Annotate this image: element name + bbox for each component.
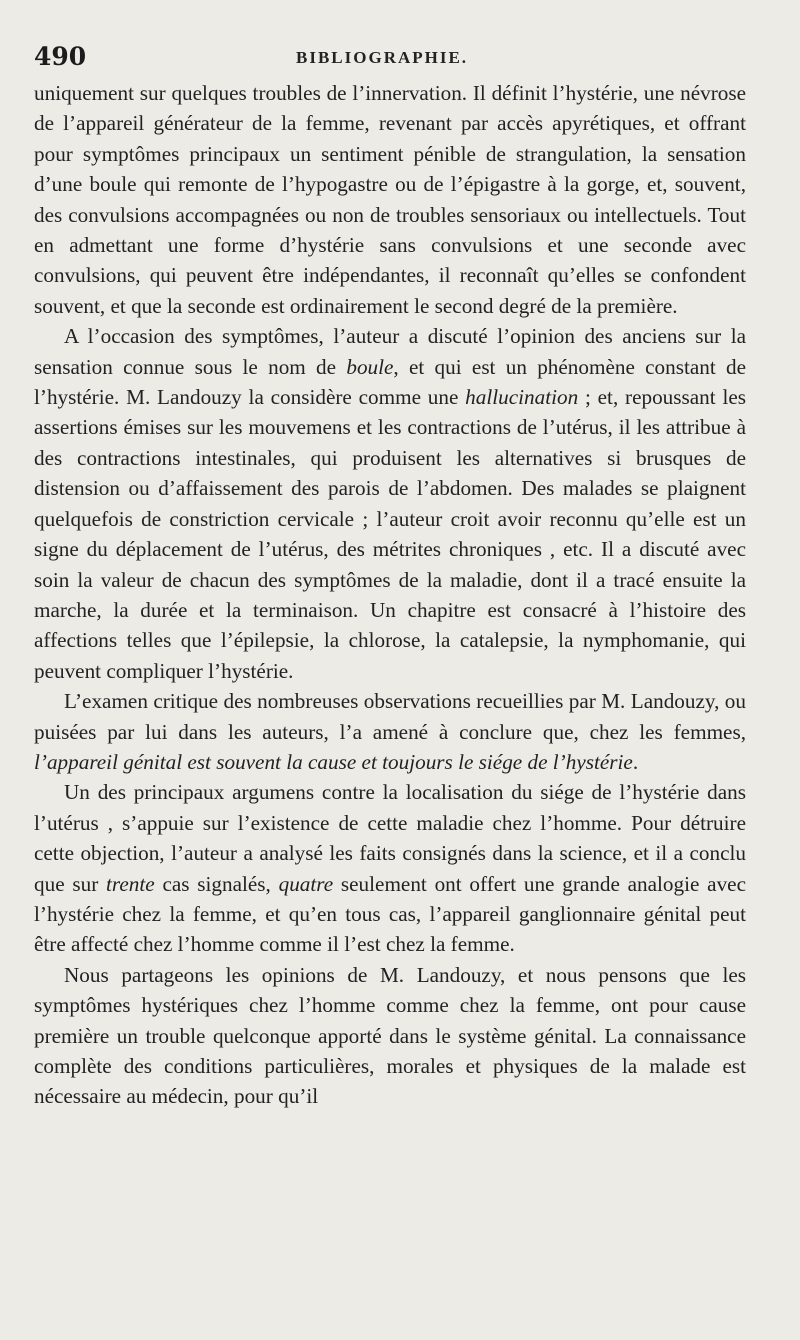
- paragraph-3-text-2: .: [632, 749, 639, 774]
- paragraph-1: [34, 78, 746, 321]
- paragraph-4: [34, 777, 746, 959]
- paragraph-2-text-1: A l’occasion des symptômes, l’auteur a discuté l’opinion des anciens sur la sensation connue sous le nom de: [34, 324, 746, 379]
- paragraph-2-text-3: ; et, repoussant les assertions émises sur les mouvemens et les contractions de l’utérus, il les attribue à des contractions intestinales, qui produisent les alternatives si brusques de distension ou d’affaissement des parois de l’abdomen. Des malades se plaignent quelquefois de constriction cervicale ; l’auteur croit avoir reconnu qu’elle est un signe du déplacement de l’utérus, des métrites chroniques , etc. Il a discuté avec soin la valeur de chacun des symptômes de la maladie, dont il a tracé ensuite la marche, la durée et la terminaison. Un chapitre est consacré à l’histoire des affections telles que l’épilepsie, la chlorose, la catalepsie, la nymphomanie, qui peuvent compliquer l’hystérie.: [34, 385, 746, 683]
- paragraph-4-italic-quatre: quatre: [278, 871, 334, 896]
- paragraph-3-italic-conclusion: l’appareil génital est souvent la cause et toujours le siége de l’hystérie: [34, 749, 633, 774]
- paragraph-2-text-2: , et qui est un phénomène constant de l’hystérie. M. Landouzy la considère comme une: [34, 354, 747, 410]
- paragraph-1-text: uniquement sur quelques troubles de l’innervation. Il définit l’hystérie, une névrose de l’appareil générateur de la femme, revenant par accès apyrétiques, et offrant pour symptômes principaux un sentiment pénible de strangulation, la sensation d’une boule qui remonte de l’hypogastre ou de l’épigastre à la gorge, et, souvent, des convulsions accompagnées ou non de troubles sensoriaux ou intellectuels. Tout en admettant une forme d’hystérie sans convulsions et une seconde avec convulsions, qui peuvent être indépendantes, il reconnaît qu’elles se confondent souvent, et que la seconde est ordinairement le second degré de la première.: [34, 81, 746, 318]
- paragraph-2-italic-boule: boule: [346, 354, 394, 379]
- paragraph-3-text-1: L’examen critique des nombreuses observations recueillies par M. Landouzy, ou puisées par lui dans les auteurs, l’a amené à conclure que, chez les femmes,: [34, 689, 746, 744]
- paragraph-5: [34, 960, 746, 1112]
- paragraph-5-text: Nous partageons les opinions de M. Landouzy, et nous pensons que les symptômes hystériques chez l’homme comme chez la femme, ont pour cause première un trouble quelconque apporté dans le système génital. La connaissance complète des conditions particulières, morales et physiques de la malade est nécessaire au médecin, pour qu’il: [34, 962, 746, 1109]
- paragraph-2: [34, 321, 746, 686]
- running-head: BIBLIOGRAPHIE.: [296, 48, 469, 67]
- page-number: 490: [34, 42, 87, 71]
- paragraph-4-italic-trente: trente: [106, 871, 155, 896]
- paragraph-4-text-2: cas signalés,: [154, 871, 279, 896]
- paragraph-3: [34, 686, 746, 777]
- page-header: [34, 42, 746, 76]
- paragraph-2-italic-hallucination: hallucination: [465, 385, 579, 410]
- paragraph-4-text-1: Un des principaux argumens contre la localisation du siége de l’hystérie dans l’utérus , s’appuie sur l’existence de cette maladie chez l’homme. Pour détruire cette objection, l’auteur a analysé les faits consignés dans la science, et il a conclu que sur: [34, 780, 746, 896]
- paragraph-4-text-3: seulement ont offert une grande analogie avec l’hystérie chez la femme, et qu’en tous cas, l’appareil ganglionnaire génital peut être affecté chez l’homme comme il l’est chez la femme.: [34, 871, 746, 957]
- body-text: [34, 78, 746, 1112]
